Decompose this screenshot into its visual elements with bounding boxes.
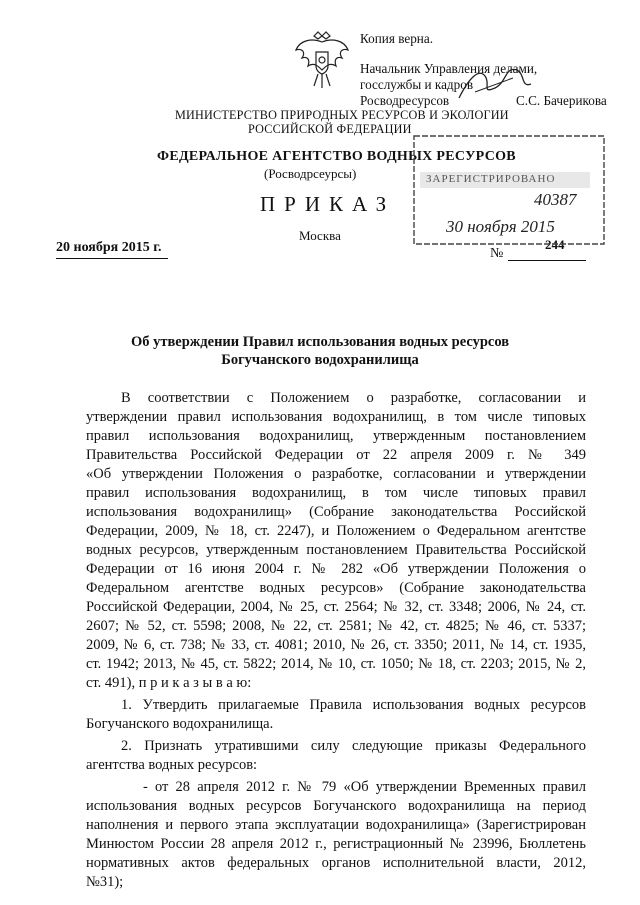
intro-line-1: утверждении правил использования водохранилищ, в том числе типовых — [86, 409, 586, 425]
registration-stamp — [410, 132, 610, 250]
number-underline — [508, 260, 586, 261]
item2-line-0: 2. Признать утратившими силу следующие приказы Федерального — [121, 738, 586, 754]
item2-line-1: агентства водных ресурсов: — [86, 757, 258, 773]
intro-line-14: ст. 1942; 2013, № 45, ст. 5822; 2014, № 10, ст. 1050; № 18, ст. 2203; 2015, № 2, — [86, 656, 586, 672]
agency-name: ФЕДЕРАЛЬНОЕ АГЕНТСТВО ВОДНЫХ РЕСУРСОВ — [157, 149, 516, 164]
intro-line-9: Федерации от 16 июня 2004 г. № 282 «Об утверждении Положения о — [86, 561, 586, 577]
sub-line-1: использования водных ресурсов Богучанского водохранилища на период — [86, 798, 586, 814]
intro-line-10: Федеральном агентстве водных ресурсов» (Собрание законодательства — [86, 580, 586, 596]
intro-line-4: «Об утверждении Положения о разработке, согласовании и утверждении — [86, 466, 586, 482]
sub-line-4: нормативных актов федеральных органов исполнительной власти, 2012, — [86, 855, 586, 871]
item1-line-0: 1. Утвердить прилагаемые Правила использования водных ресурсов — [121, 697, 586, 713]
stamp-reg-number: 40387 — [534, 190, 577, 209]
date-underline — [56, 258, 168, 259]
agency-short-name: (Росводрсеурсы) — [264, 166, 357, 181]
intro-line-2: правил использования водохранилищ, утвержденным постановлением — [86, 428, 586, 444]
intro-line-7: Федерации, 2009, № 18, ст. 2247), и Положением о Федеральном агентстве — [86, 523, 586, 539]
cert-line-1: Начальник Управления делами, — [360, 61, 538, 76]
intro-line-12: 2607; № 52, ст. 5598; 2008, № 22, ст. 2581; № 42, ст. 4825; № 46, ст. 5337; — [86, 618, 586, 634]
order-number: 244 — [545, 237, 565, 252]
cert-signer: С.С. Бачерикова — [516, 93, 607, 108]
ministry-line-1: МИНИСТЕРСТВО ПРИРОДНЫХ РЕСУРСОВ И ЭКОЛОГИИ — [175, 108, 509, 122]
sub-line-2: наполнения и первого этапа эксплуатации водохранилища» (Зарегистрирован — [86, 817, 586, 833]
sub-line-5: №31); — [86, 874, 124, 890]
order-date: 20 ноября 2015 г. — [56, 240, 162, 255]
stamp-reg-date: 30 ноября 2015 — [446, 217, 555, 236]
intro-line-15: ст. 491), п р и к а з ы в а ю: — [86, 675, 252, 691]
sub-line-0: - от 28 апреля 2012 г. № 79 «Об утверждении Временных правил — [143, 779, 586, 795]
intro-line-13: 2009, № 6, ст. 738; № 33, ст. 4081; 2010, № 26, ст. 3350; 2011, № 14, ст. 1935, — [86, 637, 586, 653]
intro-line-6: использования водохранилищ» (Собрание законодательства Российской — [86, 504, 586, 520]
item1-line-1: Богучанского водохранилища. — [86, 716, 274, 732]
copy-true-label: Копия верна. — [360, 31, 434, 46]
title-line-1: Об утверждении Правил использования водных ресурсов — [130, 334, 510, 350]
stamp-text: ЗАРЕГИСТРИРОВАНО — [426, 173, 556, 185]
city: Москва — [299, 228, 341, 243]
intro-line-8: водных ресурсов, утвержденным постановлением Правительства Российской — [86, 542, 586, 558]
cert-line-2: госслужбы и кадров — [360, 77, 474, 92]
ministry-line-2: РОССИЙСКОЙ ФЕДЕРАЦИИ — [248, 122, 412, 136]
intro-line-11: Российской Федерации, 2004, № 25, ст. 2564; № 32, ст. 3348; 2006, № 24, ст. — [86, 599, 586, 615]
intro-line-3: Правительства Российской Федерации от 22 апреля 2009 г. № 349 — [86, 447, 586, 463]
document-type: ПРИКАЗ — [260, 192, 396, 216]
intro-line-0: В соответствии с Положением о разработке, согласовании и — [121, 390, 586, 406]
cert-line-3: Росводресурсов — [360, 93, 450, 108]
number-label: № — [490, 246, 504, 261]
title-line-2: Богучанского водохранилища — [221, 352, 419, 368]
sub-line-3: Минюстом России 28 апреля 2012 г., регистрационный № 23996, Бюллетень — [86, 836, 586, 852]
signature-icon — [455, 58, 535, 108]
coat-of-arms-icon — [292, 30, 352, 94]
intro-line-5: правил использования водохранилищ, в том числе типовых правил — [86, 485, 586, 501]
